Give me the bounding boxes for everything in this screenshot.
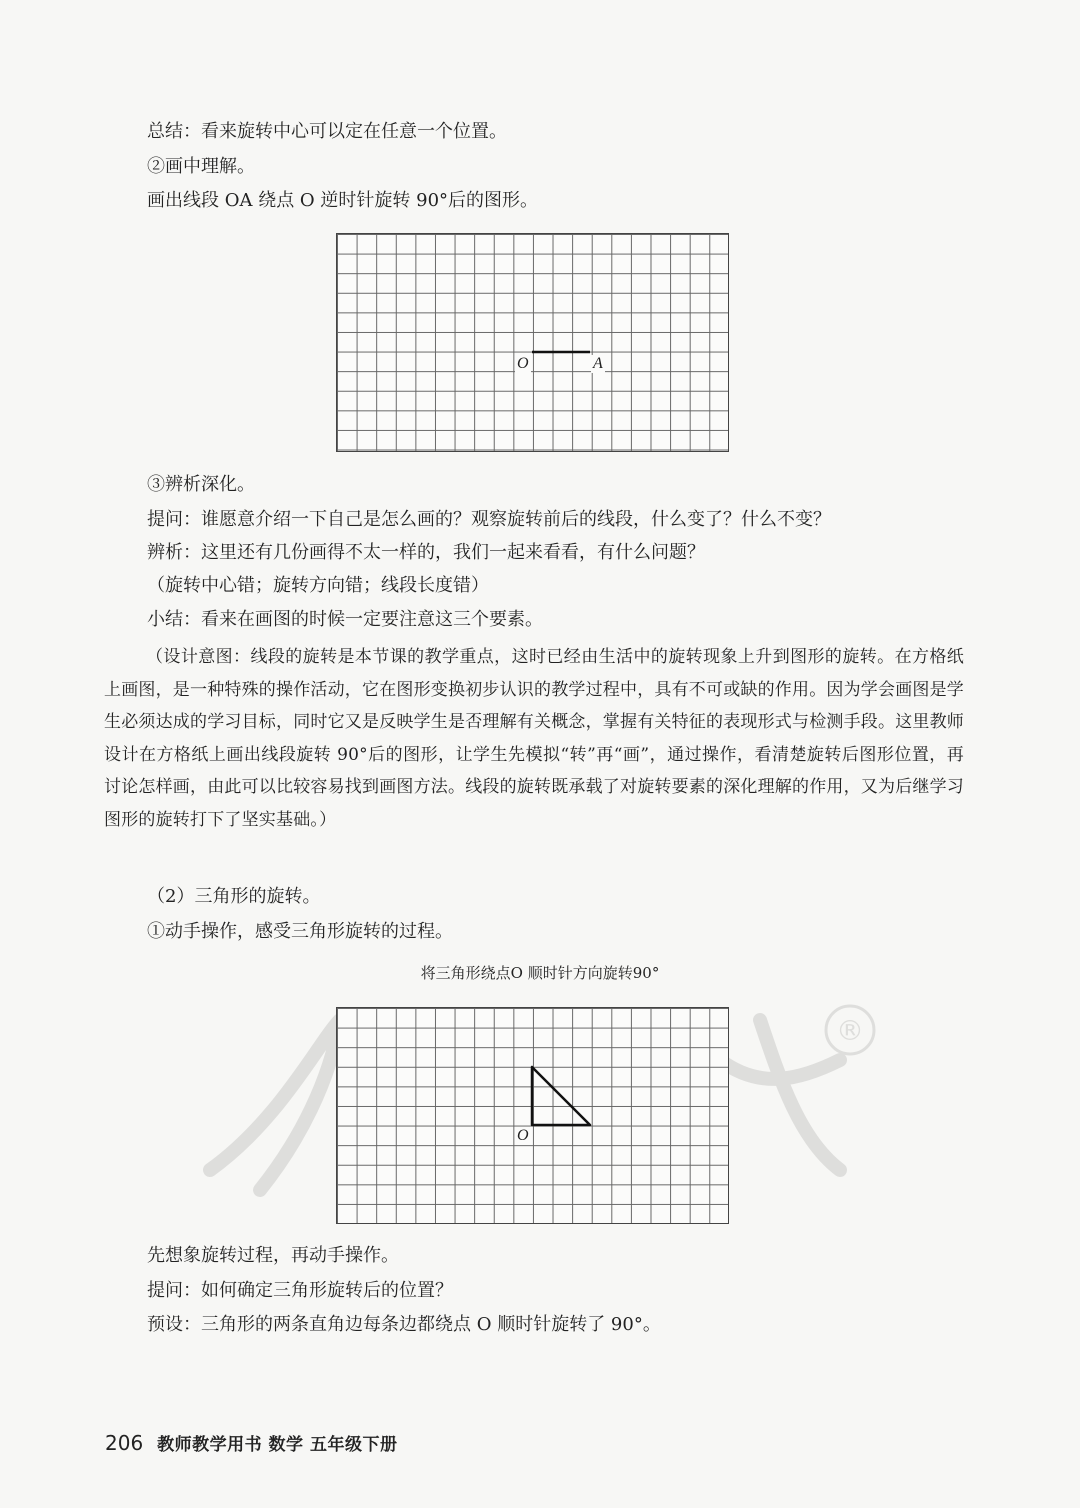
page-footer	[105, 1430, 397, 1455]
summary-line: 总结：看来旋转中心可以定在任意一个位置。	[147, 121, 507, 142]
imagine-line: 先想象旋转过程，再动手操作。	[147, 1245, 399, 1266]
design-intent-text: （设计意图：线段的旋转是本节课的教学重点，这时已经由生活中的旋转现象上升到图形的旋转。在方格纸上画图，是一种特殊的操作活动，它在图形变换初步认识的教学过程中，具有不可或缺的作用。因为学会画图是学生必须达成的学习目标，同时它又是反映学生是否理解有关概念，掌握有关特征的表现形式与检测手段。这里教师设计在方格纸上画出线段旋转 90°后的图形，让学生先模拟“转”再“画”，通过操作，看清楚旋转后图形位置，再讨论怎样画，由此可以比较容易找到画图方法。线段的旋转既承载了对旋转要素的深化理解的作用，又为后继学习图形的旋转打下了坚实基础。）	[104, 647, 964, 830]
step-heading-draw: ②画中理解。	[147, 156, 255, 177]
task-instruction-segment: 画出线段 OA 绕点 O 逆时针旋转 90°后的图形。	[147, 190, 539, 211]
error-types-line: （旋转中心错；旋转方向错；线段长度错）	[147, 575, 489, 596]
question-triangle-line: 提问：如何确定三角形旋转后的位置？	[147, 1280, 453, 1301]
point-a-label: A	[593, 355, 603, 372]
step-heading-operate: ①动手操作，感受三角形旋转的过程。	[147, 921, 453, 942]
analysis-line: 辨析：这里还有几份画得不太一样的，我们一起来看看，有什么问题？	[147, 542, 705, 563]
page-number: 206	[105, 1431, 144, 1455]
figure-caption: 将三角形绕点O 顺时针方向旋转90°	[420, 964, 660, 982]
registered-mark: ®	[836, 1014, 864, 1047]
question-line: 提问：谁愿意介绍一下自己是怎么画的？观察旋转前后的线段，什么变了？什么不变？	[147, 509, 831, 530]
step-heading-analysis: ③辨析深化。	[147, 474, 255, 495]
point-o-label: O	[517, 355, 529, 372]
right-triangle	[532, 1067, 590, 1125]
conclusion-line: 小结：看来在画图的时候一定要注意这三个要素。	[147, 609, 543, 630]
triangle-point-o-label: O	[517, 1127, 529, 1144]
preset-answer-line: 预设：三角形的两条直角边每条边都绕点 O 顺时针旋转了 90°。	[147, 1314, 661, 1335]
book-title: 教师教学用书 数学 五年级下册	[157, 1435, 398, 1455]
section-heading-triangle: （2）三角形的旋转。	[147, 886, 321, 907]
